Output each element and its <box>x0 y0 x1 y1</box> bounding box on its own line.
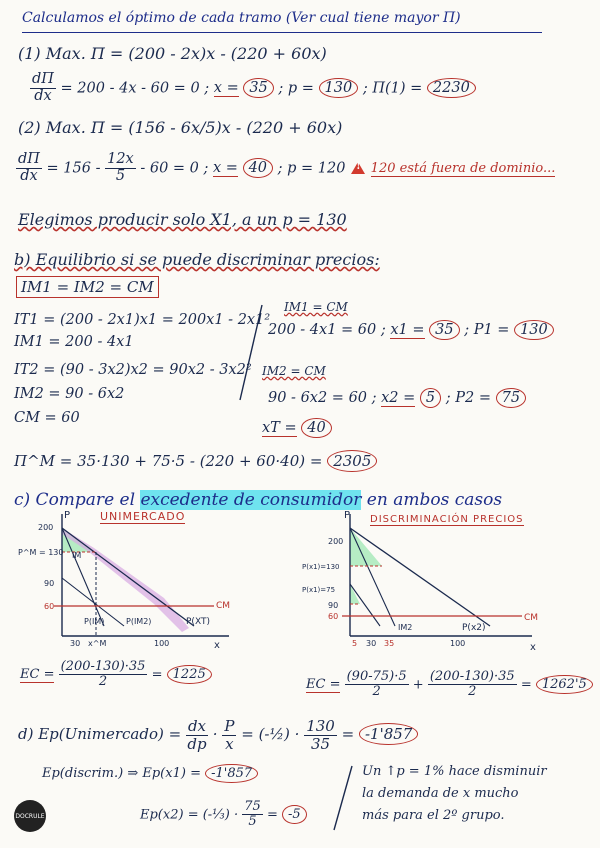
ec2-num2: (200-130)·35 <box>429 669 515 684</box>
g2-px2-label: P(x2) <box>462 623 486 633</box>
d-l1-value: -1'857 <box>359 723 418 745</box>
b-p1-value: 130 <box>514 320 554 340</box>
b-r2-header-text: IM2 = CM <box>262 364 326 378</box>
b-x1-value: 35 <box>429 320 459 340</box>
d-f1-num: dx <box>187 717 207 735</box>
s2-x-label: x = <box>213 160 238 177</box>
g2-p2-label: P(x1)=75 <box>302 586 336 594</box>
s1-x-label: x = <box>213 80 239 97</box>
d-l2-value: -1'857 <box>205 764 258 783</box>
s2-deriv-num: dΠ <box>18 151 40 167</box>
g1-cm-label: CM <box>216 601 231 611</box>
b-r2-eq: 90 - 6x2 = 60 ; <box>268 390 377 406</box>
g1-xm: x^M <box>88 639 107 648</box>
g1-pm-label: P^M = 130 <box>18 548 64 557</box>
s2-frac-den: 5 <box>115 167 126 184</box>
g1-pxt-label: P(XT) <box>186 617 210 627</box>
b-profit-value: 2305 <box>327 450 377 472</box>
b-divider <box>232 300 272 410</box>
d-l2-label: Ep(discrim.) ⇒ Ep(x1) = <box>42 766 201 781</box>
ec2-label: EC = <box>306 677 341 693</box>
logo: DOCRULE <box>14 800 46 832</box>
d-line3 <box>140 800 307 830</box>
b-condition <box>16 278 159 296</box>
g2-x100: 100 <box>450 639 466 648</box>
b-r2-header <box>262 364 326 378</box>
ec1: EC = $\frac{(200-130)\cdot 35}{2}$ = 1225 <box>20 660 212 690</box>
g1-y60: 60 <box>44 602 55 611</box>
g1-pim-label: P(IM) <box>84 617 105 626</box>
s1-pi-label: ; Π(1) = <box>362 80 423 97</box>
ec2-plus: + <box>412 677 424 693</box>
b-p2-label: ; P2 = <box>445 390 491 406</box>
g2-cm-label: CM <box>524 613 539 623</box>
header-underline <box>22 32 542 33</box>
g1-pim2-label: P(IM2) <box>126 617 152 626</box>
ec1-value: 1225 <box>167 665 212 684</box>
d-l1-eq: = <box>341 725 355 743</box>
b-r1 <box>268 322 554 338</box>
ec1-den: 2 <box>98 674 108 690</box>
b-it2: IT2 = (90 - 3x2)x2 = 90x2 - 3x2² <box>14 362 252 378</box>
graph-discriminacion <box>300 508 550 656</box>
d-f2-num: P <box>224 717 235 735</box>
c-title-a: c) Compare el <box>14 490 136 510</box>
b-r1-header-text: IM1 = CM <box>284 300 348 314</box>
s1-x-value: 35 <box>243 78 273 98</box>
g1-title <box>100 510 185 523</box>
s1-derivative <box>30 72 476 105</box>
b-r1-header <box>284 300 348 314</box>
g2-x5: 5 <box>352 639 358 648</box>
g1-x100: 100 <box>154 639 170 648</box>
g1-demand-line <box>62 528 194 626</box>
d-note1: Un ↑p = 1% hace disminuir <box>362 764 547 779</box>
s2-deriv-den: dx <box>20 167 38 184</box>
b-condition-box: IM1 = IM2 = CM <box>16 276 159 298</box>
g2-x30: 30 <box>366 639 377 648</box>
d-f4-num: 75 <box>244 799 261 814</box>
g2-title-text: DISCRIMINACIÓN PRECIOS <box>370 514 524 525</box>
g2-p-label: P <box>344 510 351 521</box>
d-l3-label: Ep(x2) = (-⅓) · <box>140 807 239 823</box>
s1-p-value: 130 <box>319 78 359 98</box>
s2-equation: (2) Max. Π = (156 - 6x/5)x - (220 + 60x) <box>18 118 343 137</box>
header-text: Calculamos el óptimo de cada tramo (Ver cual tiene mayor Π) <box>22 10 461 26</box>
s2-x-value: 40 <box>243 158 273 178</box>
choice-text <box>18 210 347 229</box>
d-f3-den: 35 <box>310 734 331 753</box>
c-title-highlight: excedente de consumidor <box>140 490 362 510</box>
d-line2 <box>42 766 258 781</box>
d-f1-den: dp <box>187 734 207 753</box>
b-p2-value: 75 <box>496 388 526 408</box>
ec2-den1: 2 <box>372 684 381 700</box>
b-xt <box>262 420 332 436</box>
b-im1: IM1 = 200 - 4x1 <box>14 334 134 350</box>
d-f4-den: 5 <box>248 814 257 830</box>
g1-x30: 30 <box>70 639 81 648</box>
b-r1-eq: 200 - 4x1 = 60 ; <box>268 322 386 338</box>
b-cm: CM = 60 <box>14 410 80 426</box>
d-note3: más para el 2º grupo. <box>362 808 505 823</box>
g2-im2-line <box>350 584 380 626</box>
s2-rhs2: - 60 = 0 ; <box>140 160 209 177</box>
ec2: EC = $\frac{(90-75)\cdot 5}{2}$ + $\frac{(200-130)\cdot 35}{2}$ = 1262'5 <box>306 670 593 700</box>
graph-unimercado <box>14 508 244 656</box>
g1-y90: 90 <box>44 579 55 588</box>
warning-icon <box>350 161 366 175</box>
d-dot: · <box>212 725 218 743</box>
b-title-text: b) Equilibrio si se puede discriminar precios: <box>14 250 380 269</box>
g2-x35: 35 <box>384 639 395 648</box>
b-x2-value: 5 <box>420 388 441 408</box>
c-title <box>14 490 502 510</box>
g1-y200: 200 <box>38 523 54 532</box>
d-f2-den: x <box>225 734 234 753</box>
g2-im1-line <box>350 528 395 626</box>
ec2-den2: 2 <box>468 684 477 700</box>
d-note2: la demanda de x mucho <box>362 786 519 801</box>
b-im2: IM2 = 90 - 6x2 <box>14 386 125 402</box>
g2-y200: 200 <box>328 537 344 546</box>
g2-x-label: x <box>530 642 536 653</box>
s1-p-label: ; p = <box>278 80 314 97</box>
s2-p-text: ; p = 120 <box>277 160 346 177</box>
g2-p1-label: P(x1)=130 <box>302 563 340 571</box>
b-r2 <box>268 390 526 406</box>
b-x1-label: x1 = <box>390 322 425 338</box>
b-profit-eq: Π^M = 35·130 + 75·5 - (220 + 60·40) = <box>14 452 323 470</box>
d-line1 <box>18 718 418 752</box>
s2-domain-note: 120 está fuera de dominio... <box>370 161 556 177</box>
ec2-value: 1262'5 <box>536 675 593 694</box>
b-p1-label: ; P1 = <box>464 322 510 338</box>
d-f3-num: 130 <box>306 717 335 735</box>
warning-mark: ! <box>356 161 361 173</box>
b-profit <box>14 452 377 470</box>
c-title-b: en ambos casos <box>366 490 503 510</box>
g2-demand-line <box>350 528 490 626</box>
g1-p-label: P <box>64 510 71 521</box>
b-it1: IT1 = (200 - 2x1)x1 = 200x1 - 2x1² <box>14 312 271 328</box>
g2-title <box>370 514 524 525</box>
s2-derivative <box>16 152 555 185</box>
s2-frac-num: 12x <box>107 151 134 167</box>
g2-y60: 60 <box>328 612 339 621</box>
ec1-num: (200-130)·35 <box>60 659 146 674</box>
g2-y90: 90 <box>328 601 339 610</box>
choice-label: Elegimos producir solo X1, a un p = 130 <box>18 210 347 229</box>
g1-x-label: x <box>214 640 220 651</box>
s2-rhs1: = 156 - <box>46 160 101 177</box>
d-l1-label: d) Ep(Unimercado) = <box>18 725 182 743</box>
b-xt-label: xT = <box>262 420 297 436</box>
s1-deriv-den: dx <box>34 87 52 104</box>
s1-deriv-num: dΠ <box>32 71 54 87</box>
g2-im2-label: IM2 <box>398 623 413 632</box>
g1-im-label: IM <box>72 551 82 560</box>
ec1-label: EC = <box>20 667 55 683</box>
ec2-num1: (90-75)·5 <box>346 669 407 684</box>
d-l3-eq: = <box>266 807 278 823</box>
d-l3-value: -5 <box>282 805 307 824</box>
b-x2-label: x2 = <box>381 390 416 406</box>
b-title <box>14 250 380 269</box>
d-divider <box>328 764 358 834</box>
d-l1-mid: = (-½) · <box>241 725 300 743</box>
s1-equation: (1) Max. Π = (200 - 2x)x - (220 + 60x) <box>18 44 327 63</box>
s1-deriv-rhs: = 200 - 4x - 60 = 0 ; <box>60 80 210 97</box>
g1-title-text: UNIMERCADO <box>100 510 186 523</box>
s1-pi-value: 2230 <box>427 78 476 98</box>
b-xt-value: 40 <box>301 418 331 438</box>
